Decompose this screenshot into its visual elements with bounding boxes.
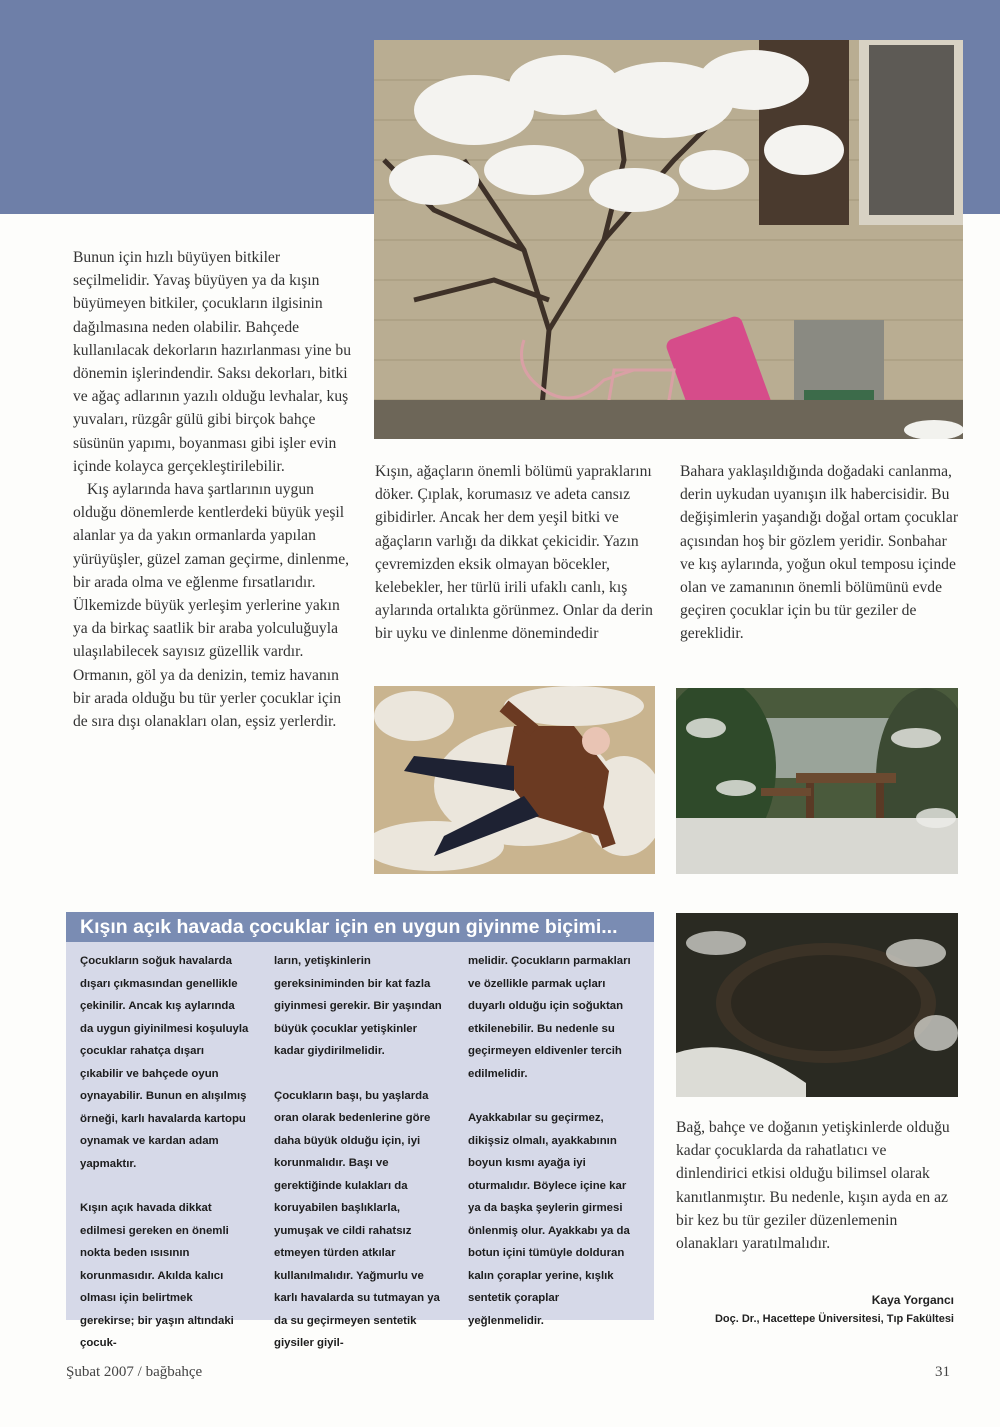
issue-footer: Şubat 2007 / bağbahçe (66, 1364, 203, 1380)
middle-text-column (375, 460, 658, 646)
middle-paragraph: Kışın, ağaçların önemli bölümü yapraklarını döker. Çıplak, korumasız ve adeta cansız gibidirler. Ancak her dem yeşil bitki ve ağaçların varlığı da dikkat çekicidir. Yazın çevremizden eksik olmayan böcekler, kelebekler, her türlü irili ufaklı canlı, kış aylarında ortalıkta görünmez. Onlar da derin bir uyku ve dinlenme dönemindedir (375, 463, 653, 643)
box-col2-paragraph-1: ların, yetişkinlerin gereksiniminden bir kat fazla giyinmesi gerekir. Bir yaşından büyük çocuklar yetişkinler kadar giydirilmelidir. (274, 955, 442, 1057)
left-text-column (73, 246, 358, 733)
right-paragraph: Bahara yaklaşıldığında doğadaki canlanma, derin uykudan uyanışın ilk habercisidir. Bu değişimlerin yaşandığı doğal ortam çocuklar açısından hoş bir gözlem yeridir. Sonbahar ve kış aylarında, yoğun okul temposu içinde olan ve zamanının önemli bölümünü evde geçiren çocuklar için bu tür geziler de gereklidir. (680, 463, 959, 643)
box-col1-paragraph-2: Kışın açık havada dikkat edilmesi gereken en önemli nokta beden ısısının korunmasıdır. Akılda kalıcı olması için belirtmek gerekirse; bir yaşın altındaki çocuk- (80, 1202, 234, 1349)
closing-paragraph: Bağ, bahçe ve doğanın yetişkinlerde olduğu kadar çocuklarda da rahatlatıcı ve dinlendirici etkisi olduğu bilimsel olarak kanıtlanmıştır. Bu nedenle, kışın ayda en az bir kez bu tür geziler düzenlemenin olanakları yaratılmalıdır. (676, 1119, 950, 1253)
box-column-1 (80, 950, 250, 1377)
closing-text-column (676, 1116, 959, 1255)
box-column-2 (274, 950, 444, 1377)
box-col1-paragraph-1: Çocukların soğuk havalarda dışarı çıkmasından genellikle çekinilir. Ancak kış aylarında da uygun giyinilmesi koşuluyla çocuklar rahatça dışarı çıkabilir ve bahçede oyun oynayabilir. Bunun en alışılmış örneği, karlı havalarda kartopu oynamak ve kardan adam yapmaktır. (80, 955, 249, 1170)
right-text-column (680, 460, 963, 646)
box-col3-paragraph-2: Ayakkabılar su geçirmez, dikişsiz olmalı, ayakkabının boyun kısmı ayağa iyi oturmalıdır. Böylece içine kar ya da başka şeylerin girmesi önlenmiş olur. Ayakkabı ya da botun içini tümüyle dolduran kalın çoraplar yerine, kışlık sentetik çoraplar yeğlenmelidir. (468, 1112, 630, 1327)
left-paragraph-2: Kış aylarında hava şartlarının uygun olduğu dönemlerde kentlerdeki büyük yeşil alanlar ya da yakın ormanlarda yapılan yürüyüşler, güzel zaman geçirme, dinlenme, bir arada olma ve eğlenme fırsatlarıdır. Ülkemizde büyük yerleşim yerlerine yakın ya da birkaç saatlik bir araba yolculuğuyla ulaşılabilecek sayısız güzellik vardır. Ormanın, göl ya da denizin, temiz havanın bir arada olduğu bu tür yerler çocuklar için de sıra dışı olanakları olan, eşsiz yerlerdir. (73, 481, 350, 731)
snowy-tree-photo (374, 40, 963, 439)
box-column-3 (468, 950, 638, 1354)
winter-pond-photo (676, 913, 958, 1097)
box-col2-paragraph-2: Çocukların başı, bu yaşlarda oran olarak bedenlerine göre daha büyük olduğu için, iyi korunmalıdır. Başı ve gerektiğinde kulakları da koruyabilen başlıklarla, yumuşak ve cildi rahatsız etmeyen türden atkılar kullanılmalıdır. Yağmurlu ve karlı havalarda su tutmayan ya da su geçirmeyen sentetik giysiler giyil- (274, 1089, 440, 1349)
snowy-garden-table-photo (676, 688, 958, 874)
clothing-tips-box (66, 912, 654, 1349)
author-signature (715, 1290, 954, 1328)
left-paragraph-1: Bunun için hızlı büyüyen bitkiler seçilmelidir. Yavaş büyüyen ya da kışın büyümeyen bitkiler, çocukların ilgisinin dağılmasına neden olabilir. Bahçede kullanılacak dekorların hazırlanması yine bu dönemin işlerindendir. Saksı dekorları, bitki ve ağaç adlarının yazılı olduğu levhalar, kuş yuvaları, rüzgâr gülü gibi birçok bahçe süsünün yapımı, boyanması gibi işler evin içinde kolayca gerçekleştirilebilir. (73, 249, 351, 475)
snow-angel-child-photo (374, 686, 655, 874)
author-name: Kaya Yorgancı (871, 1293, 954, 1307)
box-title: Kışın açık havada çocuklar için en uygun giyinme biçimi... (66, 912, 654, 942)
author-title: Doç. Dr., Hacettepe Üniversitesi, Tıp Fakültesi (714, 1313, 954, 1325)
box-col3-paragraph-1: melidir. Çocukların parmakları ve özellikle parmak uçları duyarlı olduğu için soğuktan etkilenebilir. Bu nedenle su geçirmeyen eldivenler tercih edilmelidir. (468, 955, 631, 1080)
page-number: 31 (935, 1364, 950, 1380)
